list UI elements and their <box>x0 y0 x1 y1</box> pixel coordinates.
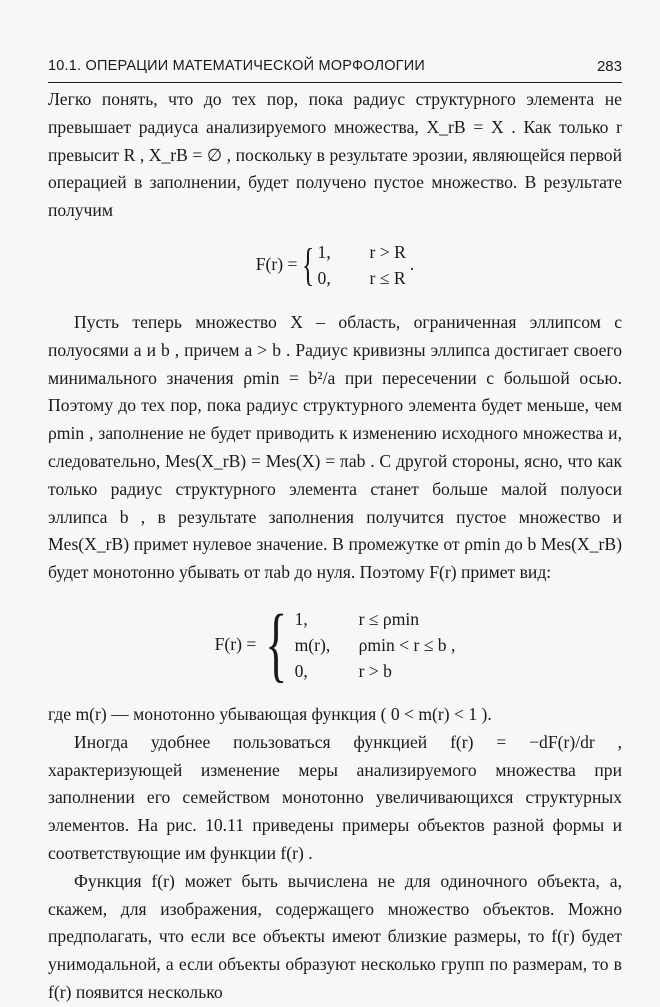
paragraph-4: Иногда удобнее пользоваться функцией f(r) = −dF(r)/dr , характеризующей изменение меры анализируемого множества при заполнении его семейством монотонно увеличивающихся структурных элементов. На рис. 10.11 приведены примеры объектов разной формы и соответствующие им функции f(r) . <box>48 731 622 863</box>
chapter-title: 10.1. ОПЕРАЦИИ МАТЕМАТИЧЕСКОЙ МОРФОЛОГИИ <box>48 58 425 74</box>
case-condition: r ≤ ρmin <box>358 608 420 629</box>
case-condition: ρmin < r ≤ b , <box>358 634 456 655</box>
case-row <box>318 265 406 291</box>
formula-1 <box>48 239 622 291</box>
case-value: m(r), <box>294 634 331 655</box>
case-row <box>295 632 456 658</box>
formula-2 <box>48 597 622 691</box>
case-condition: r ≤ R <box>369 267 406 288</box>
running-header <box>48 58 622 83</box>
paragraph-3: где m(r) — монотонно убывающая функция ( 0 < m(r) < 1 ). <box>48 703 492 724</box>
case-value: 0, <box>294 660 308 681</box>
paragraph-2: Пусть теперь множество X – область, ограниченная эллипсом с полуосями a и b , причем a > b . Радиус кривизны эллипса достигает своего минимального значения ρmin = b²/a при пересечении с большой осью. Поэтому до тех пор, пока радиус структурного элемента будет меньше, чем ρmin , заполнение не будет приводить к изменению исходного множества и, следовательно, Mes(X_rB) = Mes(X) = πab . С другой стороны, ясно, что как только радиус структурного элемента станет больше малой полуоси эллипса b , в результате заполнения получится пустое множество и Mes(X_rB) примет нулевое значение. В промежутке от ρmin до b Mes(X_rB) будет монотонно убывать от πab до нуля. Поэтому F(r) примет вид: <box>48 311 622 583</box>
formula-1-tail: . <box>409 254 415 275</box>
brace-icon: { <box>302 238 315 290</box>
formula-2-lhs: F(r) = <box>214 634 257 655</box>
case-row <box>318 239 406 265</box>
formula-2-cases <box>295 606 456 684</box>
page-number: 283 <box>596 58 622 75</box>
case-value: 0, <box>317 267 331 288</box>
formula-1-lhs: F(r) = <box>255 254 298 275</box>
paragraph-5: Функция f(r) может быть вычислена не для одиночного объекта, а, скажем, для изображения, содержащего множество объектов. Можно предполагать, что если все объекты имеют близкие размеры, то f(r) будет унимодальной, а если объекты образуют несколько групп по размерам, то в f(r) появится несколько <box>48 870 622 1002</box>
page-body <box>48 86 622 1007</box>
case-condition: r > R <box>369 241 406 262</box>
case-value: 1, <box>317 241 331 262</box>
brace-icon: { <box>265 597 288 691</box>
case-value: 1, <box>294 608 308 629</box>
case-row <box>295 658 456 684</box>
paragraph-1: Легко понять, что до тех пор, пока радиус структурного элемента не превышает радиуса анализируемого множества, X_rB = X . Как только r превысит R , X_rB = ∅ , поскольку в результате эрозии, являющейся первой операцией в заполнении, будет получено пустое множество. В результате получим <box>48 89 622 221</box>
case-row <box>295 606 456 632</box>
formula-1-cases <box>318 239 406 291</box>
case-condition: r > b <box>358 660 392 681</box>
